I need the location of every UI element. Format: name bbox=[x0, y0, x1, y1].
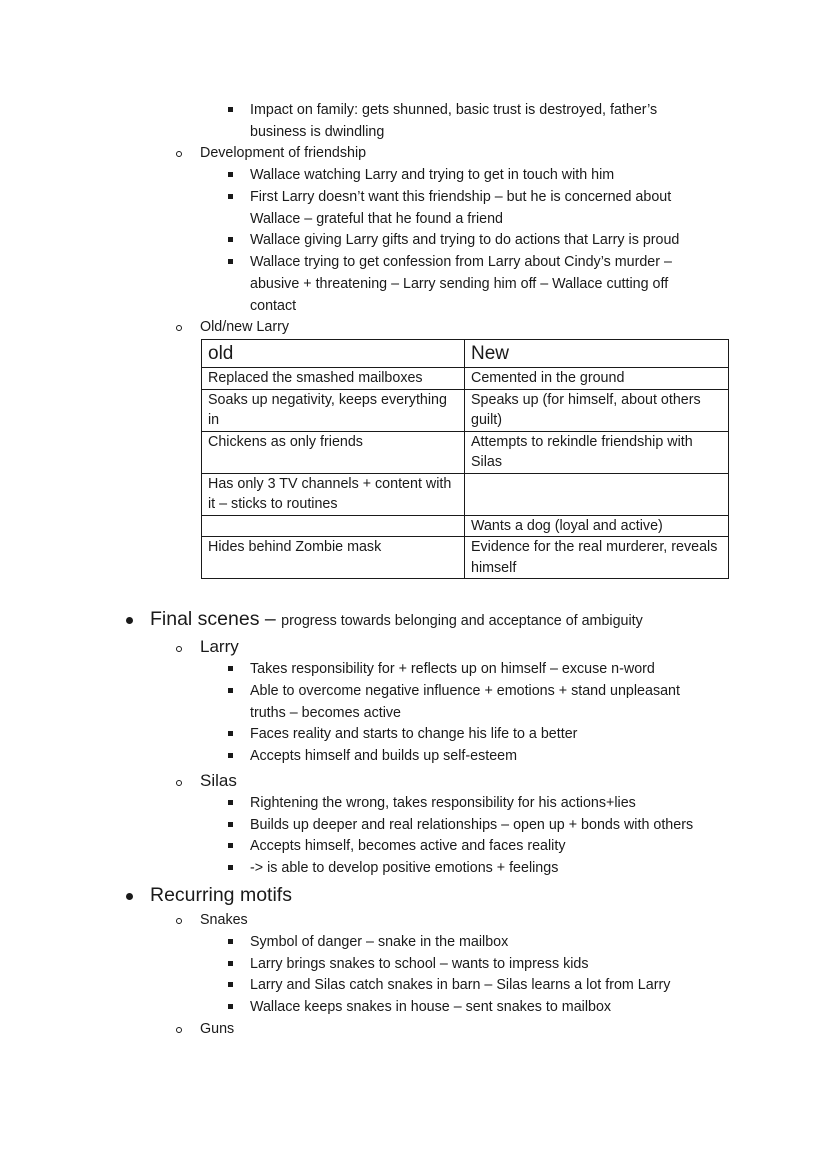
subheading: Guns bbox=[200, 1021, 235, 1037]
circle-bullet bbox=[176, 325, 182, 331]
subheading: Development of friendship bbox=[200, 145, 367, 161]
text-line: Wallace giving Larry gifts and trying to do actions that Larry is proud bbox=[250, 232, 680, 248]
list-item: Builds up deeper and real relationships – open up + bonds with others bbox=[250, 817, 694, 833]
table-header-row bbox=[202, 340, 729, 368]
circle-bullet bbox=[176, 1027, 182, 1033]
table-cell: Chickens as only friends bbox=[202, 431, 465, 473]
square-bullet bbox=[228, 961, 233, 966]
table-cell: Attempts to rekindle friendship with Silas bbox=[465, 431, 729, 473]
square-bullet bbox=[228, 259, 233, 264]
text-line: contact bbox=[250, 298, 297, 314]
round-bullet bbox=[126, 617, 133, 624]
list-item: Accepts himself and builds up self-esteem bbox=[250, 748, 518, 764]
circle-bullet bbox=[176, 151, 182, 157]
subheading: Old/new Larry bbox=[200, 319, 289, 335]
square-bullet bbox=[228, 194, 233, 199]
list-item: Wallace keeps snakes in house – sent snakes to mailbox bbox=[250, 999, 612, 1015]
square-bullet bbox=[228, 666, 233, 671]
subheading: Larry bbox=[200, 637, 239, 656]
square-bullet bbox=[228, 982, 233, 987]
table-header: old bbox=[202, 340, 465, 368]
text-line: Impact on family: gets shunned, basic trust is destroyed, father’s bbox=[250, 102, 658, 118]
list-item: -> is able to develop positive emotions + feelings bbox=[250, 860, 559, 876]
table-row bbox=[202, 389, 729, 431]
section-subtitle: progress towards belonging and acceptance of ambiguity bbox=[281, 613, 643, 629]
section-title: Final scenes – bbox=[150, 608, 276, 630]
table-row bbox=[202, 431, 729, 473]
list-item: Larry brings snakes to school – wants to impress kids bbox=[250, 956, 589, 972]
list-item: Able to overcome negative influence + emotions + stand unpleasant bbox=[250, 683, 680, 699]
square-bullet bbox=[228, 939, 233, 944]
circle-bullet bbox=[176, 646, 182, 652]
square-bullet bbox=[228, 843, 233, 848]
text-line: Wallace trying to get confession from Larry about Cindy’s murder – bbox=[250, 254, 672, 270]
subheading: Snakes bbox=[200, 912, 248, 928]
table-cell bbox=[465, 473, 729, 515]
square-bullet bbox=[228, 865, 233, 870]
square-bullet bbox=[228, 800, 233, 805]
table-header: New bbox=[465, 340, 729, 368]
round-bullet bbox=[126, 893, 133, 900]
list-item: Symbol of danger – snake in the mailbox bbox=[250, 934, 509, 950]
square-bullet bbox=[228, 822, 233, 827]
list-item: Larry and Silas catch snakes in barn – Silas learns a lot from Larry bbox=[250, 977, 671, 993]
text-line: First Larry doesn’t want this friendship – but he is concerned about bbox=[250, 189, 672, 205]
list-item: Rightening the wrong, takes responsibility for his actions+lies bbox=[250, 795, 636, 811]
table-cell: Has only 3 TV channels + content with it – sticks to routines bbox=[202, 473, 465, 515]
list-item: Takes responsibility for + reflects up on himself – excuse n-word bbox=[250, 661, 655, 677]
list-item: Accepts himself, becomes active and faces reality bbox=[250, 838, 566, 854]
square-bullet bbox=[228, 753, 233, 758]
circle-bullet bbox=[176, 780, 182, 786]
text-line: business is dwindling bbox=[250, 124, 385, 140]
table-cell: Wants a dog (loyal and active) bbox=[465, 515, 729, 537]
table-row bbox=[202, 368, 729, 390]
square-bullet bbox=[228, 107, 233, 112]
section-title: Recurring motifs bbox=[150, 884, 292, 906]
table-cell: Speaks up (for himself, about others guilt) bbox=[465, 389, 729, 431]
old-new-table bbox=[201, 339, 729, 579]
list-item: truths – becomes active bbox=[250, 705, 401, 721]
square-bullet bbox=[228, 731, 233, 736]
subheading: Silas bbox=[200, 771, 237, 790]
table-row bbox=[202, 515, 729, 537]
table-cell: Evidence for the real murderer, reveals himself bbox=[465, 537, 729, 579]
table-cell: Cemented in the ground bbox=[465, 368, 729, 390]
circle-bullet bbox=[176, 918, 182, 924]
table-row bbox=[202, 537, 729, 579]
section-heading bbox=[150, 606, 643, 634]
table-row bbox=[202, 473, 729, 515]
square-bullet bbox=[228, 237, 233, 242]
list-item: Faces reality and starts to change his life to a better bbox=[250, 726, 578, 742]
table-cell: Soaks up negativity, keeps everything in bbox=[202, 389, 465, 431]
text-line: abusive + threatening – Larry sending him off – Wallace cutting off bbox=[250, 276, 669, 292]
square-bullet bbox=[228, 172, 233, 177]
table-cell bbox=[202, 515, 465, 537]
text-line: Wallace – grateful that he found a friend bbox=[250, 211, 504, 227]
square-bullet bbox=[228, 1004, 233, 1009]
text-line: Wallace watching Larry and trying to get in touch with him bbox=[250, 167, 615, 183]
table-cell: Hides behind Zombie mask bbox=[202, 537, 465, 579]
table-cell: Replaced the smashed mailboxes bbox=[202, 368, 465, 390]
square-bullet bbox=[228, 688, 233, 693]
